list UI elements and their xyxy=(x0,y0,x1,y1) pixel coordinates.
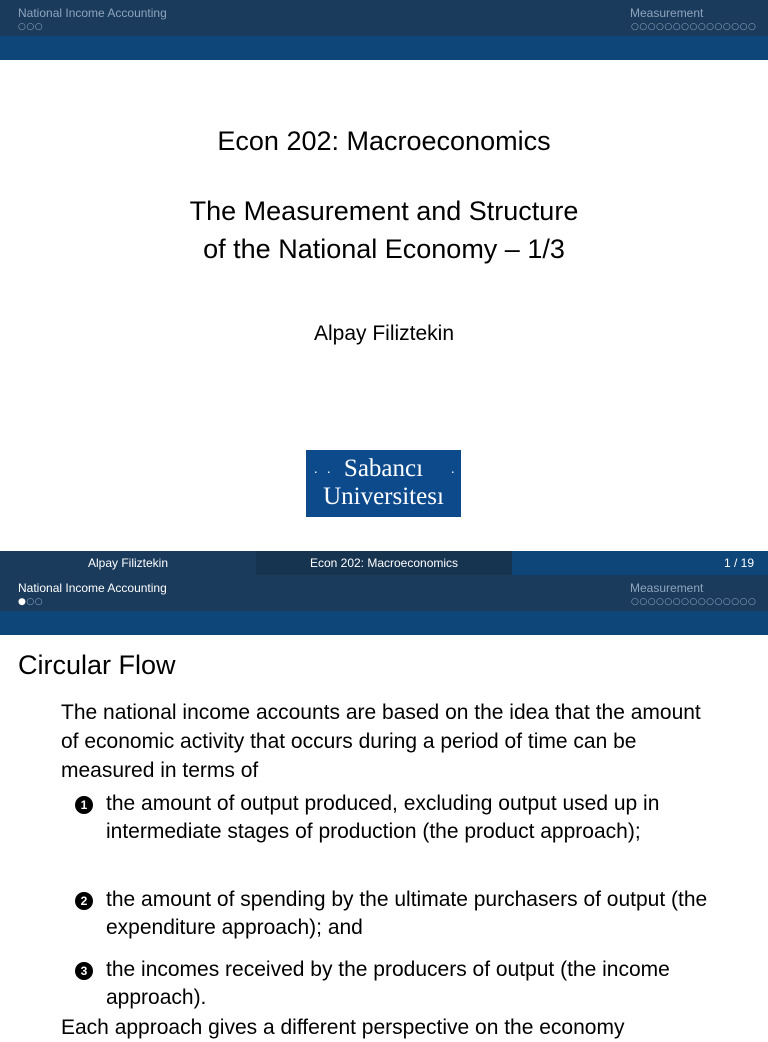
item-text: the amount of output produced, excluding output used up in intermediate stages of production (the product approach); xyxy=(106,792,660,843)
course-title: Econ 202: Macroeconomics xyxy=(217,126,551,156)
nav-section-measurement[interactable]: Measurement xyxy=(630,6,704,20)
footer-author: Alpay Filiztekin xyxy=(0,551,256,575)
intro-paragraph: The national income accounts are based on the idea that the amount of economic activity that occurs during a period of time can be measured in terms of xyxy=(61,701,701,782)
item-number-badge: 1 xyxy=(75,796,93,814)
nav-dots-right[interactable]: ○○○○○○○○○○○○○○○ xyxy=(631,597,757,607)
nav-dots-left[interactable]: ○○○ xyxy=(18,22,44,32)
cutoff-paragraph: Each approach gives a different perspective on the economy xyxy=(61,1016,625,1039)
nav-dots-right[interactable]: ○○○○○○○○○○○○○○○ xyxy=(631,22,757,32)
nav-dots-rest[interactable]: ○○ xyxy=(26,597,44,607)
presentation-title-line1: The Measurement and Structure xyxy=(189,196,579,226)
logo-text-line1: Sabancı xyxy=(343,455,424,482)
item-number-badge: 3 xyxy=(75,962,93,980)
item-text: the incomes received by the producers of output (the income approach). xyxy=(106,958,670,1009)
item-text: the amount of spending by the ultimate purchasers of output (the expenditure approach); and xyxy=(106,888,708,939)
header-bar xyxy=(0,611,768,635)
nav-section-national-income[interactable]: National Income Accounting xyxy=(18,581,167,595)
frame-title: Circular Flow xyxy=(18,650,176,680)
item-number-badge: 2 xyxy=(75,892,93,910)
footer-course: Econ 202: Macroeconomics xyxy=(256,551,512,575)
author-name: Alpay Filiztekin xyxy=(313,322,455,345)
logo-dot-right: . xyxy=(451,462,455,477)
logo-dots-left: . . xyxy=(314,462,334,477)
nav-section-measurement[interactable]: Measurement xyxy=(630,581,704,595)
header-nav xyxy=(0,575,768,611)
footer-page-number xyxy=(512,551,768,575)
page-number: 1 / 19 xyxy=(723,556,754,570)
footer xyxy=(0,551,768,575)
circular-flow-slide xyxy=(0,575,768,1039)
header-bar xyxy=(0,36,768,60)
logo-text-line2: Universitesı xyxy=(323,483,444,510)
nav-dot-current[interactable]: ● xyxy=(18,597,27,607)
nav-dots-left[interactable] xyxy=(18,597,43,607)
sabanci-university-logo xyxy=(306,450,461,517)
nav-section-national-income[interactable]: National Income Accounting xyxy=(18,6,167,20)
presentation-title-line2: of the National Economy – 1/3 xyxy=(203,234,565,264)
header-nav xyxy=(0,0,768,36)
